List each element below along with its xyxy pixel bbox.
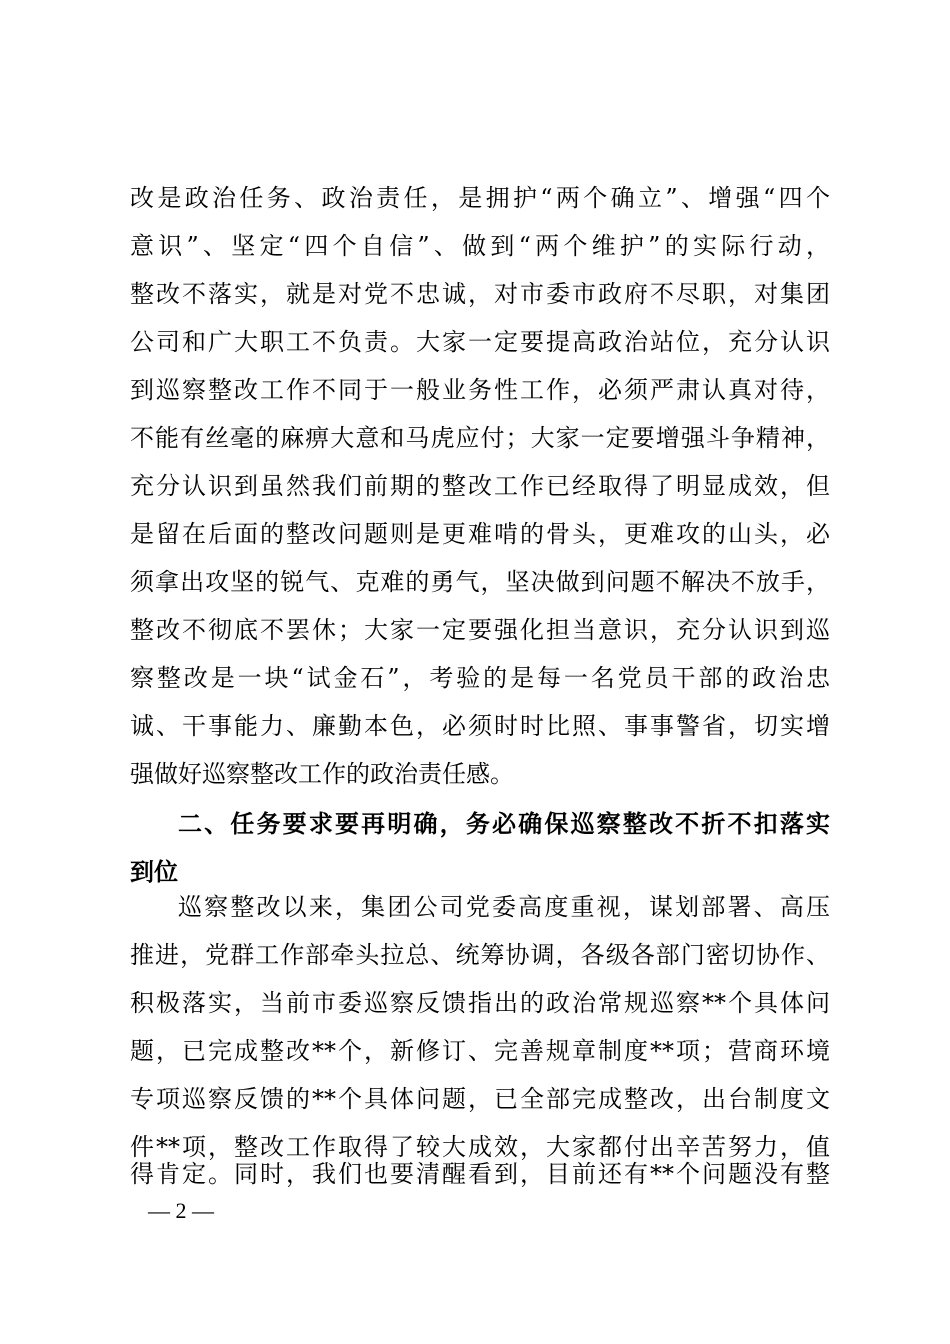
paragraph-line: 专项巡察反馈的**个具体问题，已全部完成整改，出台制度文 (130, 1085, 830, 1113)
paragraph-line: 须拿出攻坚的锐气、克难的勇气，坚决做到问题不解决不放手， (130, 568, 830, 596)
paragraph-line: 改是政治任务、政治责任，是拥护“两个确立”、增强“四个 (130, 184, 830, 212)
paragraph-line: 推进，党群工作部牵头拉总、统筹协调，各级各部门密切协作、 (130, 941, 830, 969)
paragraph-line: 件**项，整改工作取得了较大成效，大家都付出辛苦努力，值 (130, 1133, 830, 1161)
paragraph-line: 整改不落实，就是对党不忠诚，对市委市政府不尽职，对集团 (130, 280, 830, 308)
paragraph-line: 察整改是一块“试金石”，考验的是每一名党员干部的政治忠 (130, 664, 830, 692)
paragraph-line: 诚、干事能力、廉勤本色，必须时时比照、事事警省，切实增 (130, 712, 830, 740)
paragraph-line: 整改不彻底不罢休；大家一定要强化担当意识，充分认识到巡 (130, 616, 830, 644)
paragraph-line: 强做好巡察整改工作的政治责任感。 (130, 760, 514, 788)
paragraph-line: 充分认识到虽然我们前期的整改工作已经取得了明显成效，但 (130, 472, 830, 500)
page-number: — 2 — (148, 1198, 214, 1223)
paragraph-line: 积极落实，当前市委巡察反馈指出的政治常规巡察**个具体问 (130, 989, 830, 1017)
paragraph-line: 不能有丝毫的麻痹大意和马虎应付；大家一定要增强斗争精神， (130, 424, 830, 452)
paragraph-line: 到巡察整改工作不同于一般业务性工作，必须严肃认真对待， (130, 376, 830, 404)
paragraph-line: 得肯定。同时，我们也要清醒看到，目前还有**个问题没有整 (130, 1160, 830, 1188)
heading-line: 到位 (130, 858, 178, 886)
paragraph-line: 巡察整改以来，集团公司党委高度重视，谋划部署、高压 (178, 893, 830, 921)
paragraph-line: 公司和广大职工不负责。大家一定要提高政治站位，充分认识 (130, 328, 830, 356)
paragraph-line: 意识”、坚定“四个自信”、做到“两个维护”的实际行动， (130, 232, 830, 260)
paragraph-line: 是留在后面的整改问题则是更难啃的骨头，更难攻的山头，必 (130, 520, 830, 548)
heading-line: 二、任务要求要再明确，务必确保巡察整改不折不扣落实 (178, 810, 830, 838)
paragraph-line: 题，已完成整改**个，新修订、完善规章制度**项；营商环境 (130, 1037, 830, 1065)
